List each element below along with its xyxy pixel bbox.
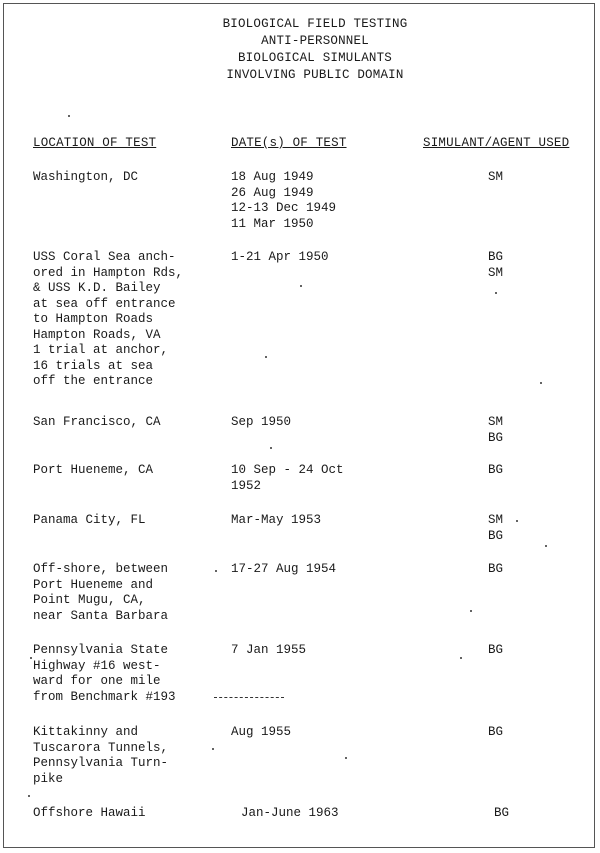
scan-speck [470,610,472,612]
simulant-cell [488,250,528,281]
location-cell [33,170,228,186]
location-cell [33,513,228,529]
location-line: Highway #16 west- [33,658,161,673]
location-line: Port Hueneme, CA [33,463,154,477]
scan-speck [460,657,462,659]
scan-speck [212,748,214,750]
date-line: 12-13 Dec 1949 [231,201,337,215]
location-cell [33,806,228,822]
date-cell [231,562,411,578]
location-line: pike [33,771,64,786]
simulant-line: BG [488,430,504,445]
date-line: 1952 [231,478,262,493]
date-cell [231,643,411,659]
location-cell [33,562,228,624]
simulant-line: BG [488,725,504,739]
title-line-4: INVOLVING PUBLIC DOMAIN [226,68,404,82]
date-line: 26 Aug 1949 [231,185,314,200]
location-cell [33,643,228,705]
date-line: 1-21 Apr 1950 [231,250,329,264]
location-cell [33,250,228,390]
location-line: Offshore Hawaii [33,806,146,820]
column-header-location: LOCATION OF TEST [33,136,157,150]
scan-speck [68,115,70,117]
date-line: Sep 1950 [231,415,292,429]
location-cell [33,463,228,479]
date-line: Jan-June 1963 [241,806,339,820]
simulant-line: BG [488,250,504,264]
scan-speck [300,285,302,287]
date-cell [231,513,411,529]
location-line: Point Mugu, CA, [33,593,146,607]
location-line: near Santa Barbara [33,608,169,623]
date-line: Aug 1955 [231,725,292,739]
simulant-cell [488,463,528,479]
date-cell [231,415,411,431]
simulant-line: BG [488,528,504,543]
title-line-3: BIOLOGICAL SIMULANTS [237,51,393,65]
location-line: 1 trial at anchor, [33,343,169,357]
scan-speck [545,545,547,547]
column-header-simulant: SIMULANT/AGENT USED [423,136,570,150]
scan-speck [215,570,217,572]
location-line: from Benchmark #193 [33,689,176,704]
location-line: ored in Hampton Rds, [33,265,184,280]
column-header-date: DATE(s) OF TEST [231,136,347,150]
location-line: USS Coral Sea anch- [33,250,176,264]
simulant-cell [488,643,528,659]
location-line: San Francisco, CA [33,415,161,429]
simulant-line: BG [488,562,504,576]
location-line: Panama City, FL [33,513,146,527]
scan-speck [30,657,32,659]
title-line-2: ANTI-PERSONNEL [261,34,369,48]
date-cell [231,725,411,741]
date-line: Mar-May 1953 [231,513,322,527]
date-cell [231,463,411,494]
simulant-line: BG [488,643,504,657]
date-cell [231,250,411,266]
simulant-line: SM [488,265,504,280]
simulant-line: BG [488,463,504,477]
location-line: Port Hueneme and [33,577,154,592]
simulant-line: SM [488,170,504,184]
location-line: Kittakinny and [33,725,139,739]
location-cell [33,415,228,431]
simulant-cell [488,513,528,544]
simulant-line: SM [488,415,504,429]
simulant-line: SM [488,513,504,527]
simulant-cell [494,806,534,822]
simulant-cell [488,725,528,741]
date-line: 11 Mar 1950 [231,216,314,231]
location-cell [33,725,228,787]
date-line: 7 Jan 1955 [231,643,307,657]
scan-speck [540,382,542,384]
date-cell [241,806,421,822]
date-line: 17-27 Aug 1954 [231,562,337,576]
date-line: 10 Sep - 24 Oct [231,463,344,477]
simulant-line: BG [494,806,510,820]
scan-speck [265,356,267,358]
date-line: 18 Aug 1949 [231,170,314,184]
location-line: Pennsylvania State [33,643,169,657]
location-line: Off-shore, between [33,562,169,576]
location-line: off the entrance [33,374,154,388]
location-line: to Hampton Roads [33,312,154,326]
date-cell [231,170,411,232]
scan-speck [345,757,347,759]
title-line-1: BIOLOGICAL FIELD TESTING [222,17,408,31]
location-line: Washington, DC [33,170,139,184]
scan-speck [28,795,30,797]
scan-speck [270,447,272,449]
location-line: Hampton Roads, VA [33,327,161,342]
simulant-cell [488,170,528,186]
scan-speck [495,292,497,294]
location-line: Tuscarora Tunnels, [33,740,169,755]
location-line: & USS K.D. Bailey [33,281,161,295]
simulant-cell [488,415,528,446]
scan-speck [516,520,518,522]
location-line: ward for one mile [33,674,161,688]
location-line: at sea off entrance [33,296,176,311]
dashed-underline [214,697,284,698]
simulant-cell [488,562,528,578]
location-line: 16 trials at sea [33,358,154,373]
location-line: Pennsylvania Turn- [33,756,169,770]
document-title [160,16,470,84]
